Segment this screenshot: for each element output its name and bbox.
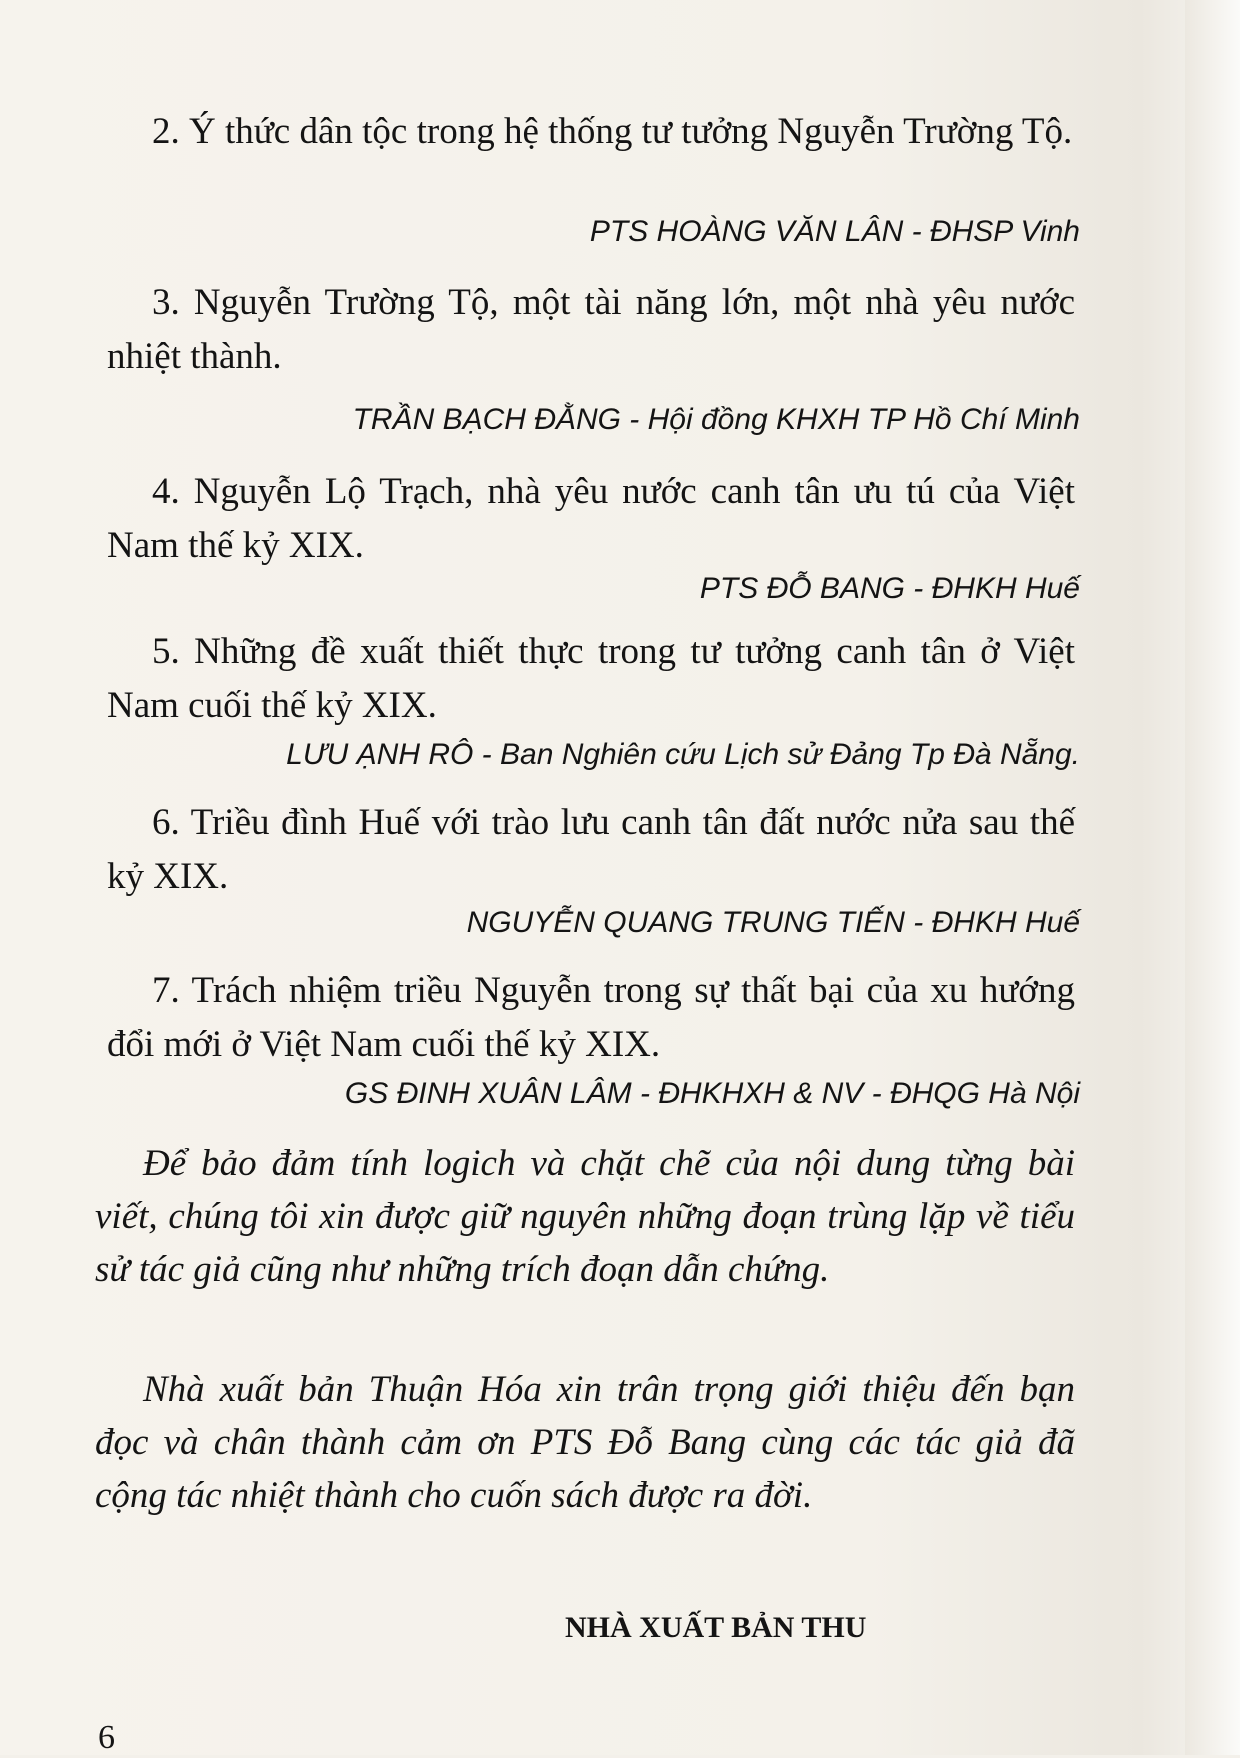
entry-title-5: 5. Những đề xuất thiết thực trong tư tưởng canh tân ở Việt Nam cuối thế kỷ XIX. bbox=[107, 631, 1075, 726]
entry-title-2: 2. Ý thức dân tộc trong hệ thống tư tưởng Nguyễn Trường Tộ. bbox=[152, 111, 1073, 152]
publisher-signature: NHÀ XUẤT BẢN THU bbox=[565, 1611, 867, 1644]
entry-title-7: 7. Trách nhiệm triều Nguyễn trong sự thất bại của xu hướng đổi mới ở Việt Nam cuối thế kỷ XIX. bbox=[107, 970, 1075, 1065]
page-number: 6 bbox=[98, 1719, 115, 1756]
entry-title-3: 3. Nguyễn Trường Tộ, một tài năng lớn, một nhà yêu nước nhiệt thành. bbox=[107, 282, 1075, 377]
entry-author-2: PTS HOÀNG VĂN LÂN - ĐHSP Vinh bbox=[589, 215, 1080, 248]
entry-author-3: TRẦN BẠCH ĐẰNG - Hội đồng KHXH TP Hồ Chí Minh bbox=[352, 403, 1080, 436]
entry-author-4: PTS ĐỖ BANG - ĐHKH Huế bbox=[699, 572, 1080, 605]
note-paragraph-2: Nhà xuất bản Thuận Hóa xin trân trọng giới thiệu đến bạn đọc và chân thành cảm ơn PTS Đỗ Bang cùng các tác giả đã cộng tác nhiệt thành cho cuốn sách được ra đời. bbox=[95, 1369, 1075, 1516]
entry-author-6: NGUYỄN QUANG TRUNG TIẾN - ĐHKH Huế bbox=[466, 906, 1080, 939]
entry-title-6: 6. Triều đình Huế với trào lưu canh tân đất nước nửa sau thế kỷ XIX. bbox=[107, 802, 1075, 897]
entry-author-5: LƯU ẠNH RÔ - Ban Nghiên cứu Lịch sử Đảng Tp Đà Nẵng. bbox=[286, 738, 1080, 771]
note-paragraph-1: Để bảo đảm tính logich và chặt chẽ của nội dung từng bài viết, chúng tôi xin được giữ nguyên những đoạn trùng lặp về tiểu sử tác giả cũng như những trích đoạn dẫn chứng. bbox=[95, 1143, 1075, 1290]
entry-title-4: 4. Nguyễn Lộ Trạch, nhà yêu nước canh tân ưu tú của Việt Nam thế kỷ XIX. bbox=[107, 471, 1075, 566]
page-edge-shadow bbox=[1185, 0, 1240, 1755]
entry-author-7: GS ĐINH XUÂN LÂM - ĐHKHXH & NV - ĐHQG Hà Nội bbox=[344, 1077, 1080, 1110]
